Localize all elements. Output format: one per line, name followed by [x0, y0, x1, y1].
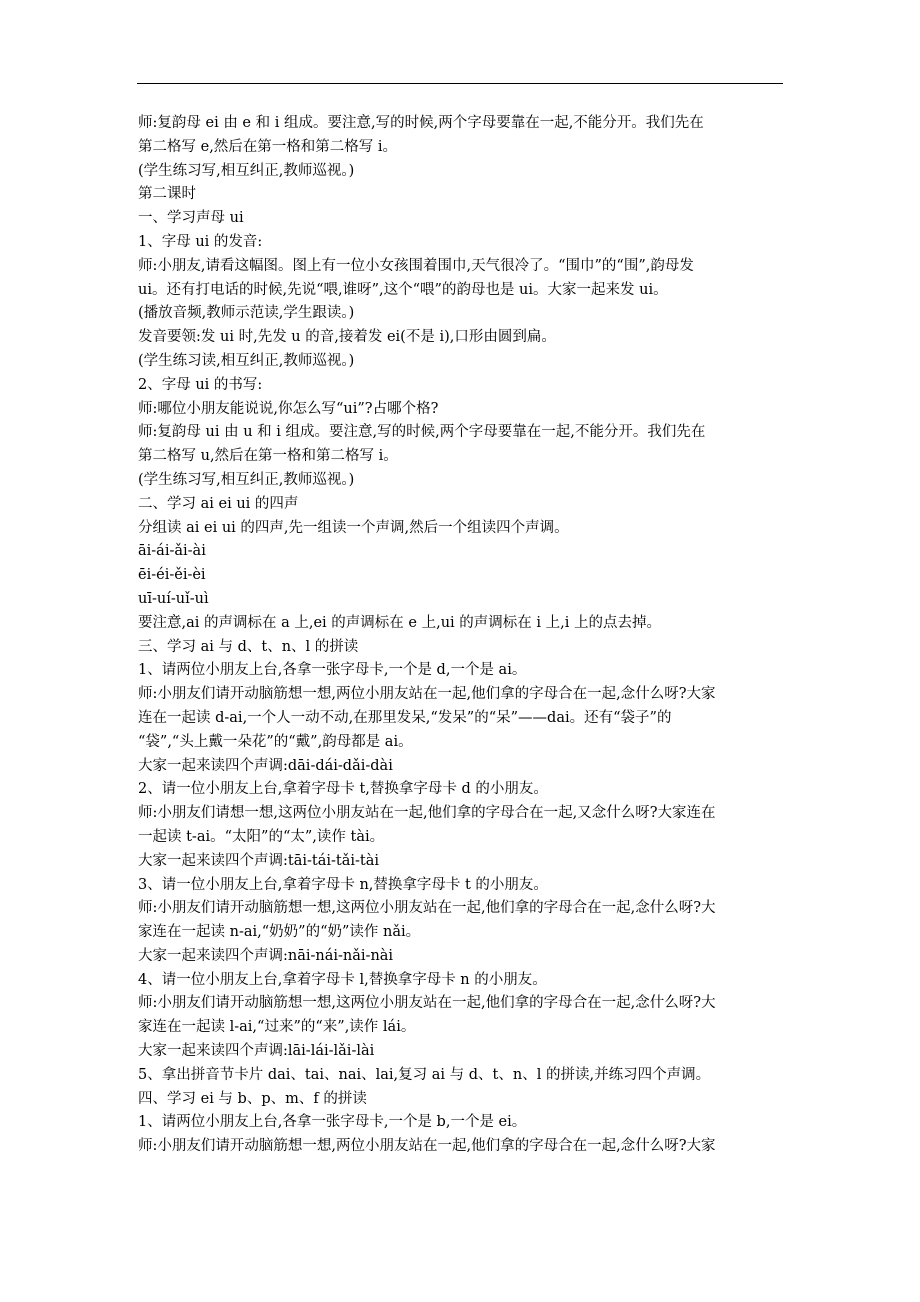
- text-line: 师:复韵母 ei 由 e 和 i 组成。要注意,写的时候,两个字母要靠在一起,不能分开。我们先在: [138, 115, 704, 131]
- text-line: 三、学习 ai 与 d、t、n、l 的拼读: [138, 638, 359, 655]
- text-line: 连在一起读 d-ai,一个人一动不动,在那里发呆,“发呆”的“呆”——dai。还有“袋子”的: [138, 709, 672, 726]
- text-line: āi-ái-ǎi-ài: [138, 543, 206, 560]
- text-line: 大家一起来读四个声调:lāi-lái-lǎi-lài: [138, 1043, 375, 1060]
- text-line: 第二格写 u,然后在第一格和第二格写 i。: [138, 448, 398, 465]
- text-line: 一、学习声母 ui: [138, 210, 244, 227]
- text-line: ui。还有打电话的时候,先说“喂,谁呀”,这个“喂”的韵母也是 ui。大家一起来发 ui。: [138, 281, 668, 298]
- text-line: (学生练习写,相互纠正,教师巡视。): [138, 471, 355, 488]
- header-rule: [137, 83, 783, 84]
- text-line: (播放音频,教师示范读,学生跟读。): [138, 305, 355, 322]
- text-line: (学生练习写,相互纠正,教师巡视。): [138, 162, 355, 179]
- text-line: 5、拿出拼音节卡片 dai、tai、nai、lai,复习 ai 与 d、t、n、l 的拼读,并练习四个声调。: [138, 1066, 711, 1083]
- text-line: 师:小朋友们请开动脑筋想一想,这两位小朋友站在一起,他们拿的字母合在一起,念什么呀?大: [138, 900, 716, 917]
- text-line: 4、请一位小朋友上台,拿着字母卡 l,替换拿字母卡 n 的小朋友。: [138, 971, 547, 988]
- text-line: 3、请一位小朋友上台,拿着字母卡 n,替换拿字母卡 t 的小朋友。: [138, 876, 548, 893]
- text-line: 师:小朋友们请想一想,这两位小朋友站在一起,他们拿的字母合在一起,又念什么呀?大家连在: [138, 805, 716, 822]
- text-line: 大家一起来读四个声调:nāi-nái-nǎi-nài: [138, 947, 394, 964]
- text-line: 大家一起来读四个声调:tāi-tái-tǎi-tài: [138, 852, 380, 869]
- text-line: ēi-éi-ěi-èi: [138, 567, 206, 584]
- text-line: 四、学习 ei 与 b、p、m、f 的拼读: [138, 1090, 367, 1107]
- text-line: 二、学习 ai ei ui 的四声: [138, 495, 299, 512]
- text-line: 第二格写 e,然后在第一格和第二格写 i。: [138, 138, 398, 155]
- text-line: “袋”,“头上戴一朵花”的“戴”,韵母都是 ai。: [138, 733, 413, 750]
- text-line: 师:小朋友们请开动脑筋想一想,两位小朋友站在一起,他们拿的字母合在一起,念什么呀?大家: [138, 686, 716, 703]
- text-line: 师:小朋友们请开动脑筋想一想,两位小朋友站在一起,他们拿的字母合在一起,念什么呀?大家: [138, 1138, 716, 1155]
- text-line: 一起读 t-ai。“太阳”的“太”,读作 tài。: [138, 828, 385, 845]
- text-line: 要注意,ai 的声调标在 a 上,ei 的声调标在 e 上,ui 的声调标在 i 上,i 上的点去掉。: [138, 614, 662, 631]
- text-line: 师:小朋友们请开动脑筋想一想,这两位小朋友站在一起,他们拿的字母合在一起,念什么呀?大: [138, 995, 716, 1012]
- text-line: 第二课时: [138, 186, 196, 203]
- text-line: 家连在一起读 n-ai,“奶奶”的“奶”读作 nǎi。: [138, 924, 421, 941]
- text-line: uī-uí-uǐ-uì: [138, 590, 209, 607]
- text-line: 发音要领:发 ui 时,先发 u 的音,接着发 ei(不是 i),口形由圆到扁。: [138, 329, 556, 346]
- text-line: 2、字母 ui 的书写:: [138, 376, 263, 393]
- text-line: 家连在一起读 l-ai,“过来”的“来”,读作 lái。: [138, 1019, 416, 1036]
- text-line: 1、请两位小朋友上台,各拿一张字母卡,一个是 d,一个是 ai。: [138, 662, 527, 679]
- text-line: 1、字母 ui 的发音:: [138, 233, 263, 250]
- text-line: 师:小朋友,请看这幅图。图上有一位小女孩围着围巾,天气很冷了。“围巾”的“围”,韵母发: [138, 257, 694, 274]
- text-line: 1、请两位小朋友上台,各拿一张字母卡,一个是 b,一个是 ei。: [138, 1114, 527, 1131]
- text-line: 2、请一位小朋友上台,拿着字母卡 t,替换拿字母卡 d 的小朋友。: [138, 781, 548, 798]
- text-line: 分组读 ai ei ui 的四声,先一组读一个声调,然后一个组读四个声调。: [138, 519, 569, 536]
- document-body: [138, 112, 788, 1159]
- text-line: 大家一起来读四个声调:dāi-dái-dǎi-dài: [138, 757, 393, 774]
- text-line: 师:哪位小朋友能说说,你怎么写“ui”?占哪个格?: [138, 400, 439, 417]
- text-line: 师:复韵母 ui 由 u 和 i 组成。要注意,写的时候,两个字母要靠在一起,不能分开。我们先在: [138, 424, 706, 441]
- text-line: (学生练习读,相互纠正,教师巡视。): [138, 352, 355, 369]
